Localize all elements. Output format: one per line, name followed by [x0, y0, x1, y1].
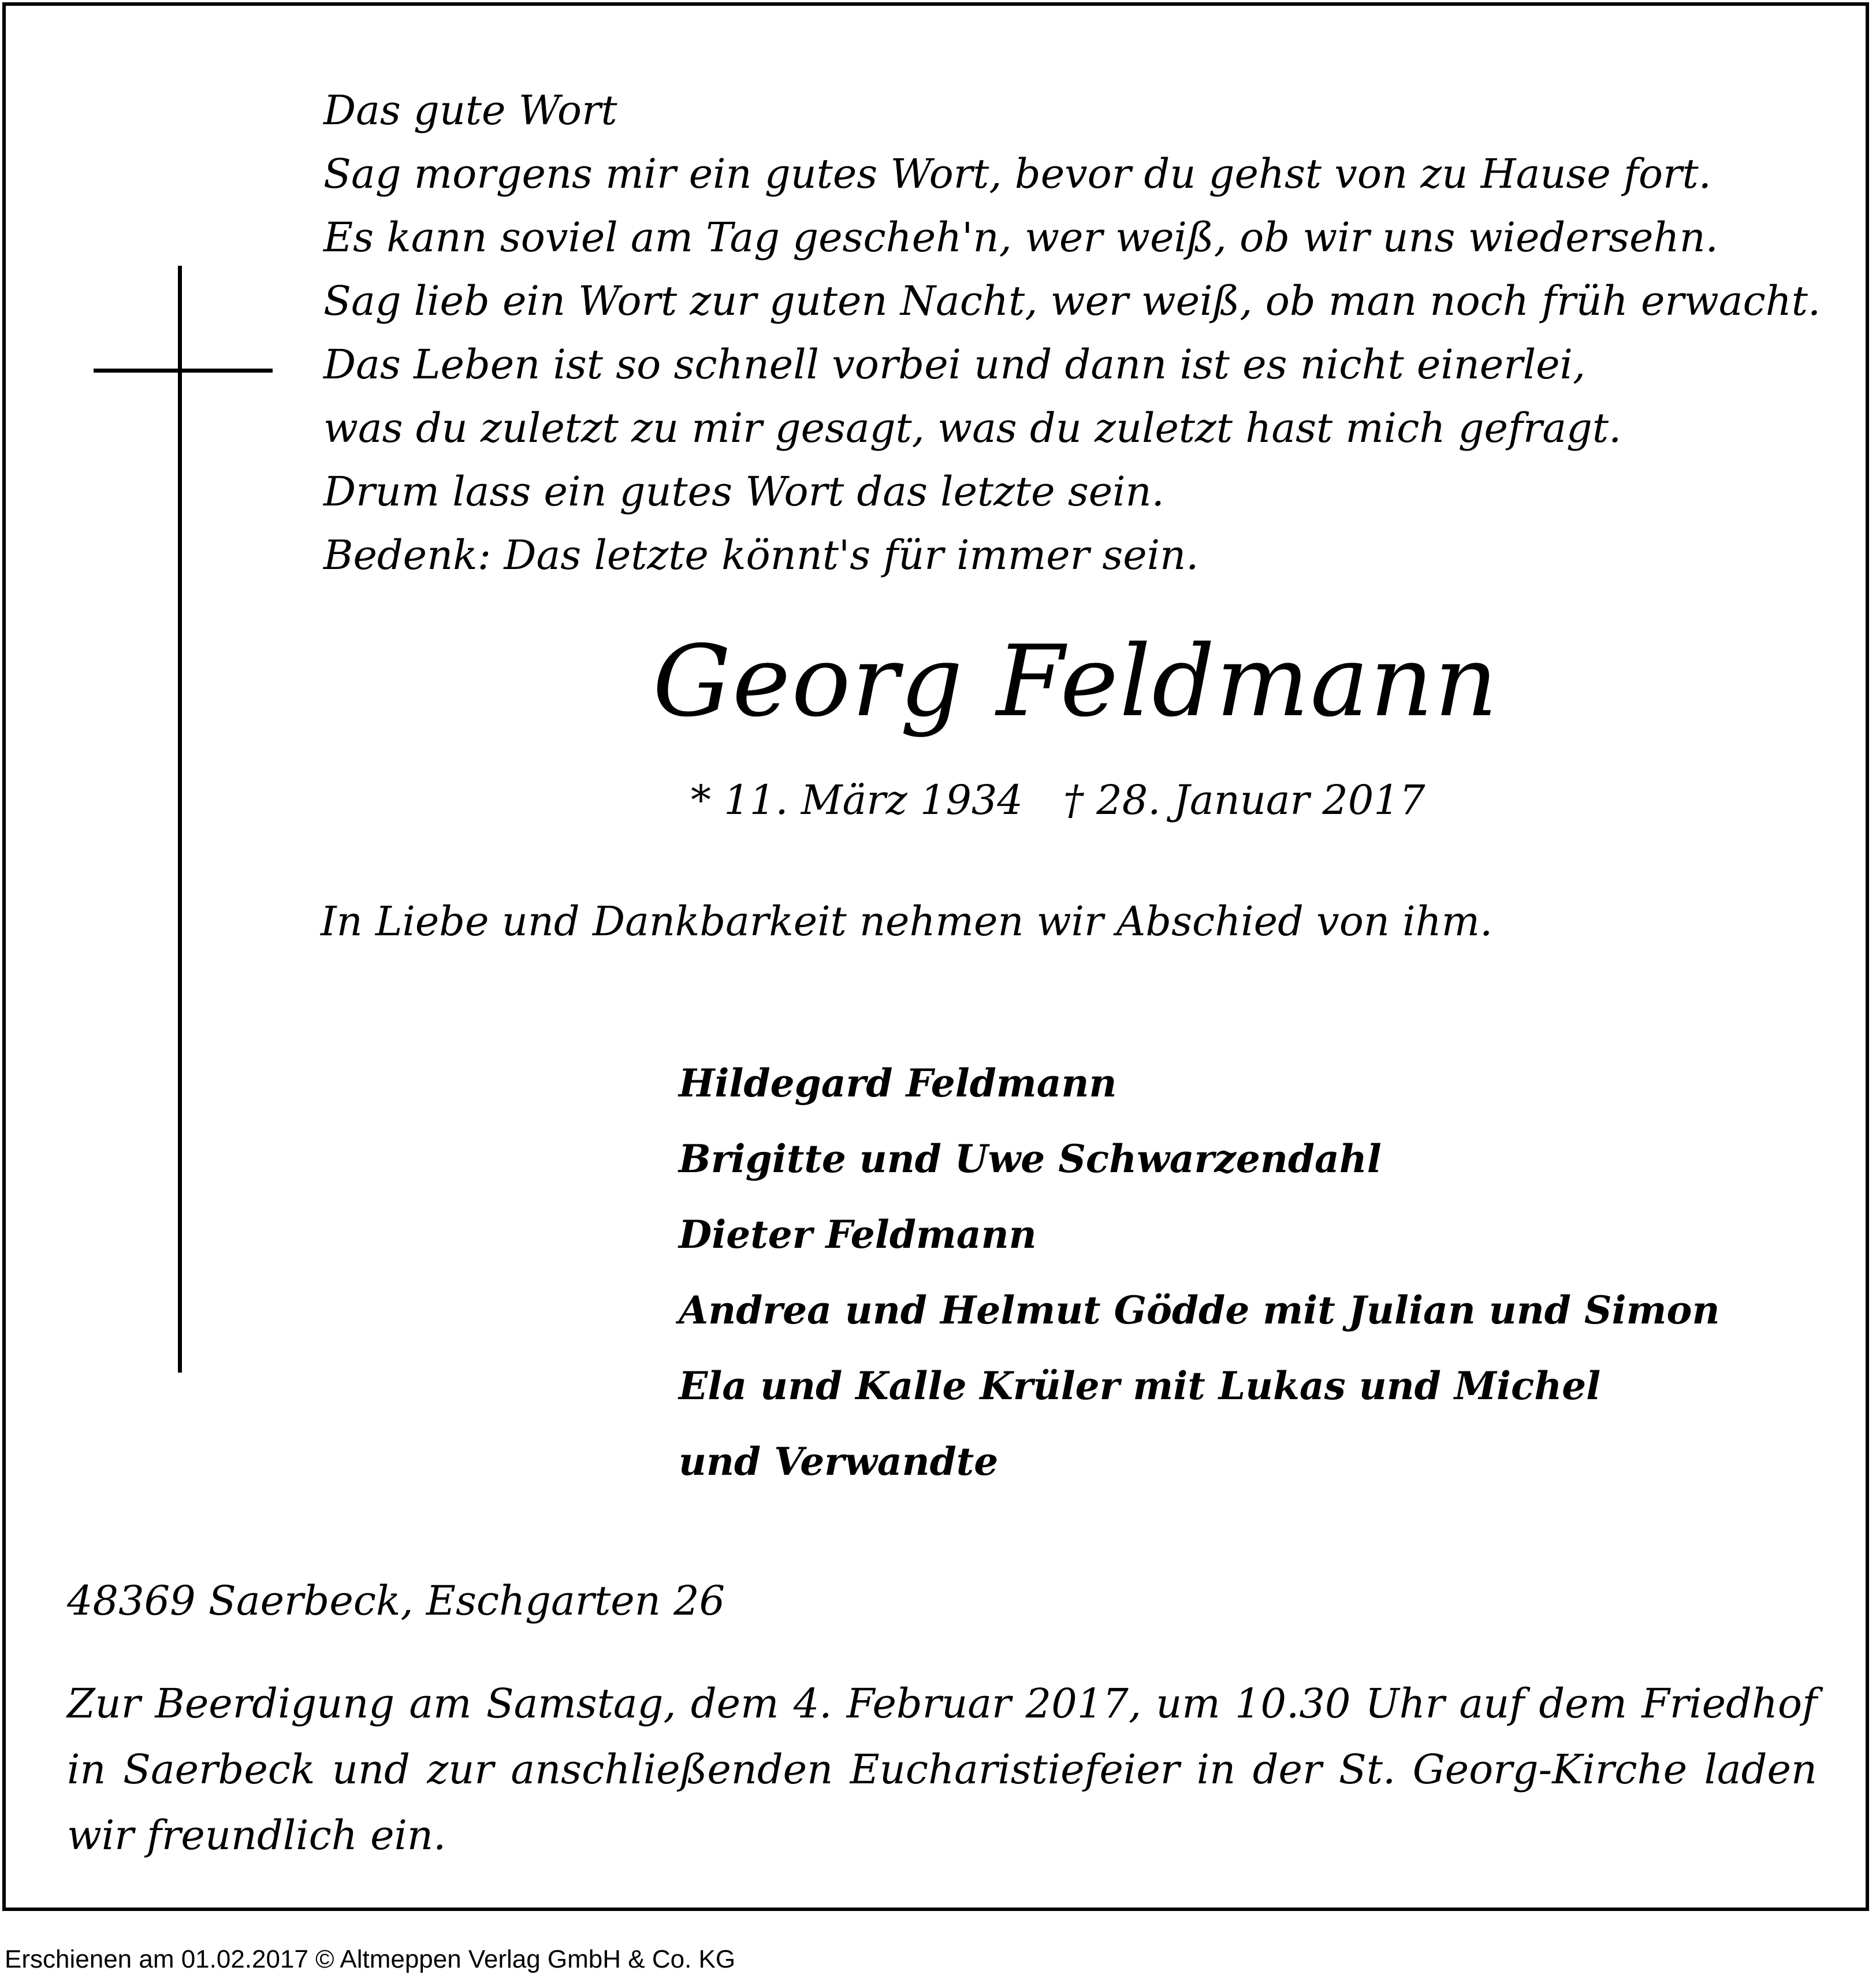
mourner: Dieter Feldmann — [679, 1212, 1037, 1257]
address: 48369 Saerbeck, Eschgarten 26 — [67, 1577, 725, 1624]
farewell-text: In Liebe und Dankbarkeit nehmen wir Abschied von ihm. — [321, 898, 1493, 945]
mourner: Hildegard Feldmann — [679, 1061, 1117, 1106]
poem-title: Das gute Wort — [323, 87, 617, 134]
mourners-list — [679, 1046, 1719, 1500]
poem-line: Sag lieb ein Wort zur guten Nacht, wer weiß, ob man noch früh erwacht. — [323, 277, 1821, 325]
funeral-line: Zur Beerdigung am Samstag, dem 4. Februar 2017, um 10.30 Uhr auf dem Friedhof — [67, 1680, 1817, 1727]
poem-line: Bedenk: Das letzte könnt's für immer sein. — [323, 531, 1199, 579]
mourner: Brigitte und Uwe Schwarzendahl — [679, 1136, 1382, 1181]
birth-date: * 11. März 1934 — [691, 776, 1023, 824]
poem-line: Das Leben ist so schnell vorbei und dann ist es nicht einerlei, — [323, 341, 1586, 388]
poem-line: Drum lass ein gutes Wort das letzte sein. — [323, 468, 1164, 515]
life-dates — [691, 774, 1425, 826]
funeral-line: in Saerbeck und zur anschließenden Eucharistiefeier in der St. Georg-Kirche laden — [67, 1746, 1817, 1793]
cross-horizontal-bar — [94, 369, 273, 373]
funeral-line: wir freundlich ein. — [67, 1812, 446, 1859]
mourner: Ela und Kalle Krüler mit Lukas und Michel — [679, 1363, 1601, 1408]
poem-line: was du zuletzt zu mir gesagt, was du zuletzt hast mich gefragt. — [323, 404, 1622, 452]
poem-line: Es kann soviel am Tag gescheh'n, wer weiß, ob wir uns wiedersehn. — [323, 214, 1718, 261]
poem — [323, 79, 1821, 587]
deceased-name: Georg Feldmann — [653, 624, 1499, 739]
publication-credit: Erschienen am 01.02.2017 © Altmeppen Verlag GmbH & Co. KG — [5, 1945, 736, 1973]
mourner: Andrea und Helmut Gödde mit Julian und Simon — [679, 1288, 1720, 1333]
cross-vertical-bar — [178, 266, 182, 1373]
mourner: und Verwandte — [679, 1439, 999, 1484]
funeral-invitation — [67, 1671, 1817, 1868]
poem-line: Sag morgens mir ein gutes Wort, bevor du gehst von zu Hause fort. — [323, 150, 1711, 198]
death-date: † 28. Januar 2017 — [1063, 776, 1425, 824]
